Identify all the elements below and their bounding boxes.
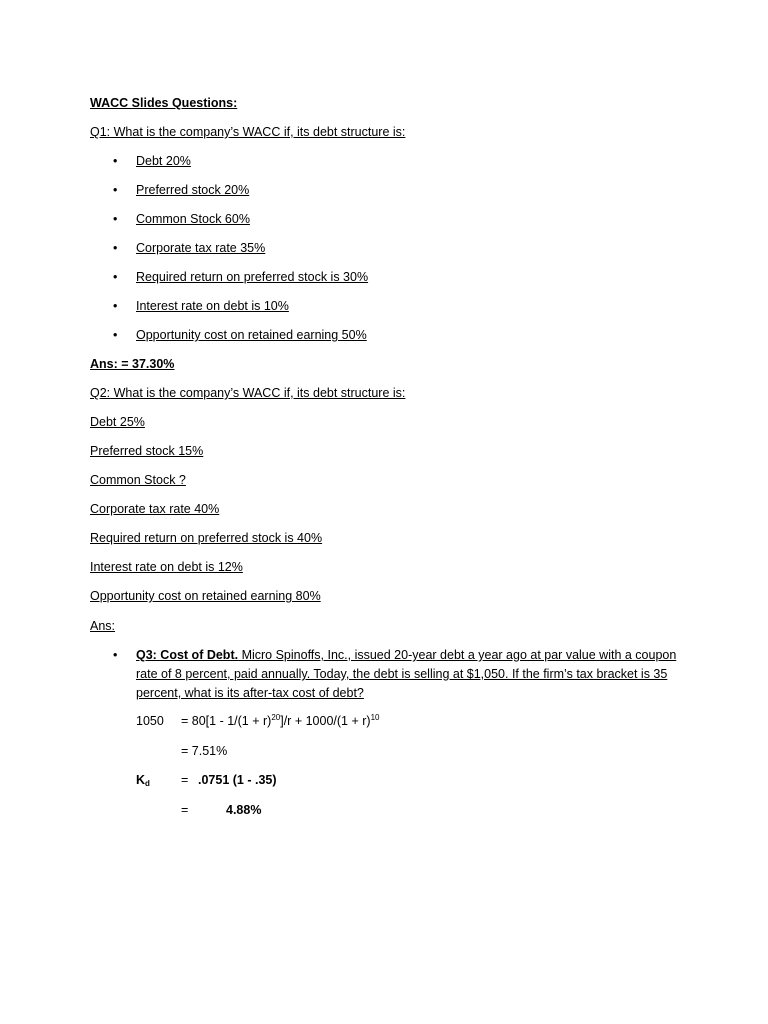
calc-lhs: 1050	[136, 714, 164, 728]
q2-item: Common Stock ?	[90, 473, 186, 487]
calc-eq1-exponent-1: 20	[271, 713, 281, 722]
q1-item	[113, 298, 289, 314]
q2-label: Q2:	[90, 386, 111, 400]
q2-item: Debt 25%	[90, 415, 145, 429]
q3-body: Micro Spinoffs, Inc., issued 20-year debt a year ago at par value with a coupon rate of 8 percent, paid annually. Today, the debt is selling at $1,050. If the firm’s tax bracket is 35 percent, what is its after-tax cost of debt?	[136, 648, 677, 700]
kd-subscript: d	[145, 779, 150, 788]
calc-eq1-part-b: ]/r + 1000/(1 + r)	[280, 714, 371, 728]
calc-equation-3: .0751 (1 - .35)	[198, 773, 277, 787]
q1-item-text: Common Stock 60%	[136, 212, 250, 226]
q1-item	[113, 153, 191, 169]
kd-symbol: K	[136, 773, 146, 787]
q2-answer: Ans:	[90, 619, 116, 633]
q1-item-text: Opportunity cost on retained earning 50%	[136, 328, 367, 342]
document-title: WACC Slides Questions:	[90, 96, 238, 110]
q2-item: Preferred stock 15%	[90, 444, 204, 458]
q1-item-text: Interest rate on debt is 10%	[136, 299, 289, 313]
calc-eq4-sign: =	[181, 803, 189, 817]
q1-item	[113, 327, 367, 343]
calc-equation-2: = 7.51%	[181, 744, 228, 758]
calc-kd-label	[136, 772, 150, 788]
calc-result: 4.88%	[226, 803, 262, 817]
bullet-icon: •	[113, 328, 118, 342]
q1-item	[113, 211, 250, 227]
calc-eq1-exponent-2: 10	[370, 713, 380, 722]
q1-item-text: Preferred stock 20%	[136, 183, 250, 197]
q1-question-text: What is the company’s WACC if, its debt structure is:	[110, 125, 406, 139]
bullet-icon: •	[113, 212, 118, 226]
q2-item: Required return on preferred stock is 40%	[90, 531, 323, 545]
q1-answer: Ans: = 37.30%	[90, 357, 175, 371]
q3-question-text	[136, 646, 696, 703]
bullet-icon: •	[113, 154, 118, 168]
calc-eq1-part-a: = 80[1 - 1/(1 + r)	[181, 714, 272, 728]
bullet-icon: •	[113, 270, 118, 284]
q2-item: Opportunity cost on retained earning 80%	[90, 589, 321, 603]
bullet-icon: •	[113, 183, 118, 197]
bullet-icon: •	[113, 648, 118, 662]
bullet-icon: •	[113, 241, 118, 255]
q2-question-text: What is the company’s WACC if, its debt structure is:	[110, 386, 406, 400]
q1-item-text: Required return on preferred stock is 30%	[136, 270, 369, 284]
q1-item	[113, 269, 368, 285]
q1-item-text: Corporate tax rate 35%	[136, 241, 266, 255]
bullet-icon: •	[113, 299, 118, 313]
calc-equation-1	[181, 713, 379, 729]
q1-item	[113, 240, 265, 256]
calc-eq3-sign: =	[181, 773, 189, 787]
q1-item-text: Debt 20%	[136, 154, 191, 168]
q1-question	[90, 124, 405, 140]
q2-item: Corporate tax rate 40%	[90, 502, 220, 516]
q2-item: Interest rate on debt is 12%	[90, 560, 243, 574]
q1-label: Q1:	[90, 125, 111, 139]
q1-item	[113, 182, 249, 198]
q3-label: Q3: Cost of Debt.	[136, 648, 239, 662]
q2-question	[90, 385, 405, 401]
